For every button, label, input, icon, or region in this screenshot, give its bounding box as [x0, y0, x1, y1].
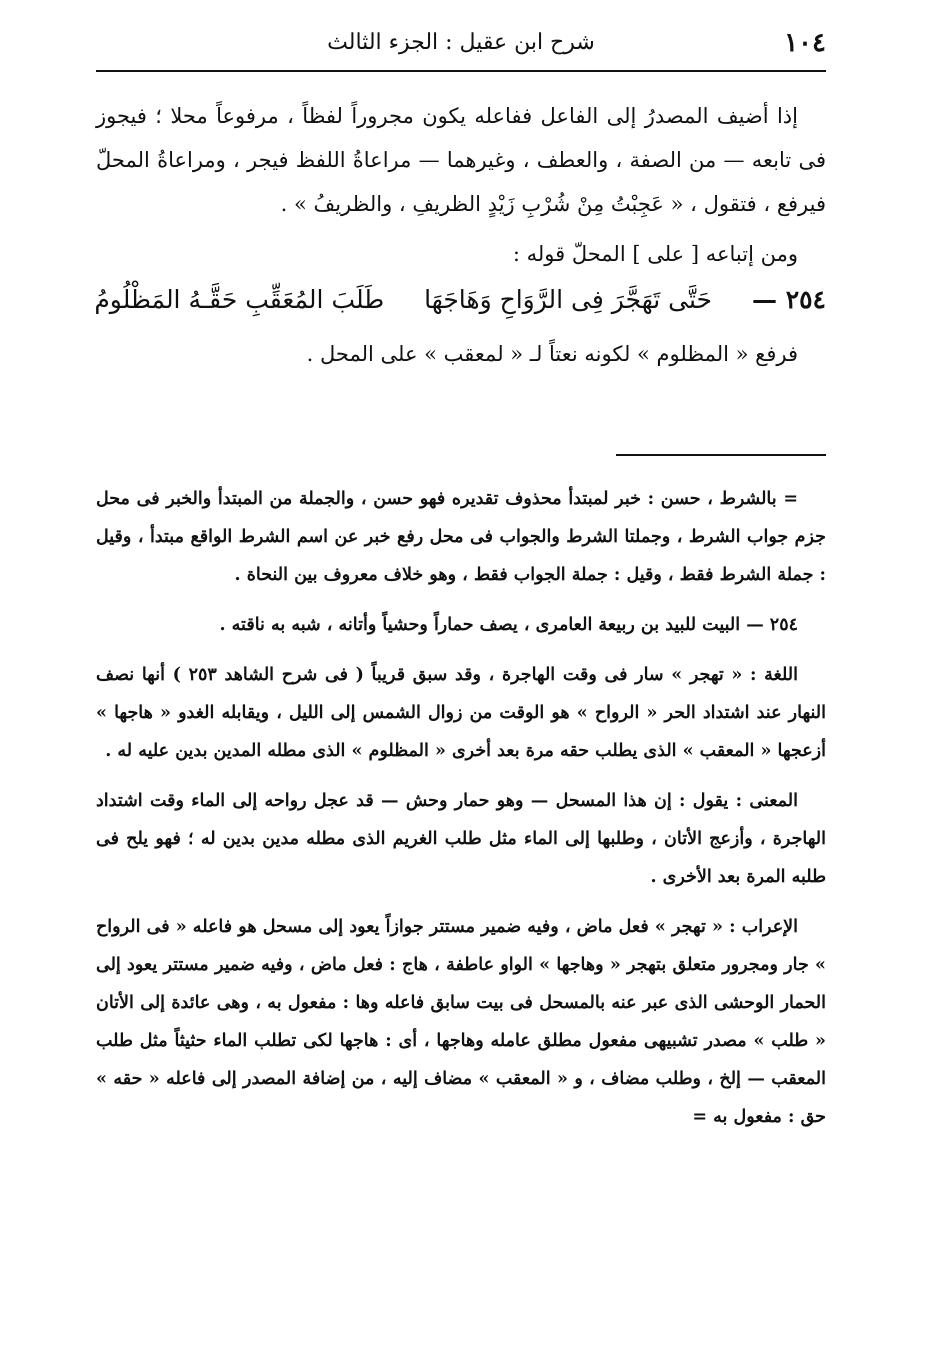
- verse-line: [96, 276, 826, 324]
- footnote-divider: [616, 454, 826, 456]
- footnote-continuation: = بالشرط ، حسن : خبر لمبتدأ محذوف تقديره فهو حسن ، والجملة من المبتدأ والخبر فى محل جزم جواب الشرط ، وجملتا الشرط والجواب فى محل رفع خبر عن اسم الشرط الواقع مبتدأ ، وقيل : جملة الشرط فقط ، وقيل : جملة الجواب فقط ، وهو خلاف معروف بين النحاة .: [96, 489, 826, 585]
- verse-first-hemistich: حَتَّى تَهَجَّرَ فِى الرَّوَاحِ وَهَاجَهَا: [424, 285, 712, 314]
- main-text: [96, 94, 826, 376]
- main-paragraph: ومن إتباعه [ على ] المحلّ قوله :: [512, 242, 798, 266]
- footnote-irab: الإعراب : « تهجر » فعل ماض ، وفيه ضمير مستتر جوازاً يعود إلى مسحل هو فاعله « فى الرواح » جار ومجرور متعلق بتهجر « وهاجها » الواو عاطفة ، هاج : فعل ماض ، وفيه ضمير مستتر يعود إلى الحمار الوحشى الذى عبر عنه بالمسحل فى بيت سابق فاعله وها : مفعول به ، وهى عائدة إلى الأتان « طلب » مصدر تشبيهى مفعول مطلق عامله وهاجها ، أى : هاجها لكى تطلب الماء حثيثاً مثل طلب المعقب — إلخ ، وطلب مضاف ، و « المعقب » مضاف إليه ، من إضافة المصدر إلى فاعله « حقه » حق : مفعول به =: [96, 917, 826, 1127]
- running-header: [96, 22, 826, 72]
- page-number: ١٠٤: [784, 28, 826, 58]
- footnote-254: ٢٥٤ — البيت للبيد بن ربيعة العامرى ، يصف حماراً وحشياً وأتانه ، شبه به ناقته .: [219, 615, 798, 635]
- running-title: شرح ابن عقيل : الجزء الثالث: [327, 30, 595, 55]
- verse-number: ٢٥٤ —: [751, 285, 826, 314]
- main-paragraph: فرفع « المظلوم » لكونه نعتاً لـ « لمعقب » على المحل .: [306, 342, 798, 366]
- footnote-lugha: اللغة : « تهجر » سار فى وقت الهاجرة ، وقد سبق قريباً ( فى شرح الشاهد ٢٥٣ ) أنها نصف النهار عند اشتداد الحر « الرواح » هو الوقت من زوال الشمس إلى الليل ، ويقابله الغدو « هاجها » أزعجها « المعقب » الذى يطلب حقه مرة بعد أخرى « المظلوم » الذى مطله المدين بدين عليه له .: [96, 665, 826, 761]
- footnotes: [96, 480, 826, 1136]
- footnote-maana: المعنى : يقول : إن هذا المسحل — وهو حمار وحش — قد عجل رواحه إلى الماء وقت اشتداد الهاجرة ، وأزعج الأتان ، وطلبها إلى الماء مثل طلب الغريم الذى مطله مدين بدين له ؛ فهو يلح فى طلبه المرة بعد الأخرى .: [96, 791, 826, 887]
- verse-second-hemistich: طَلَبَ المُعَقِّبِ حَقَّـهُ المَظْلُومُ: [94, 285, 385, 314]
- main-paragraph: إذا أضيف المصدرُ إلى الفاعل ففاعله يكون مجروراً لفظاً ، مرفوعاً محلا ؛ فيجوز فى تابعه — من الصفة ، والعطف ، وغيرهما — مراعاةُ اللفظ فيجر ، ومراعاةُ المحلّ فيرفع ، فتقول ، « عَجِبْتُ مِنْ شُرْبِ زَيْدٍ الظريفِ ، والظريفُ » .: [96, 104, 826, 216]
